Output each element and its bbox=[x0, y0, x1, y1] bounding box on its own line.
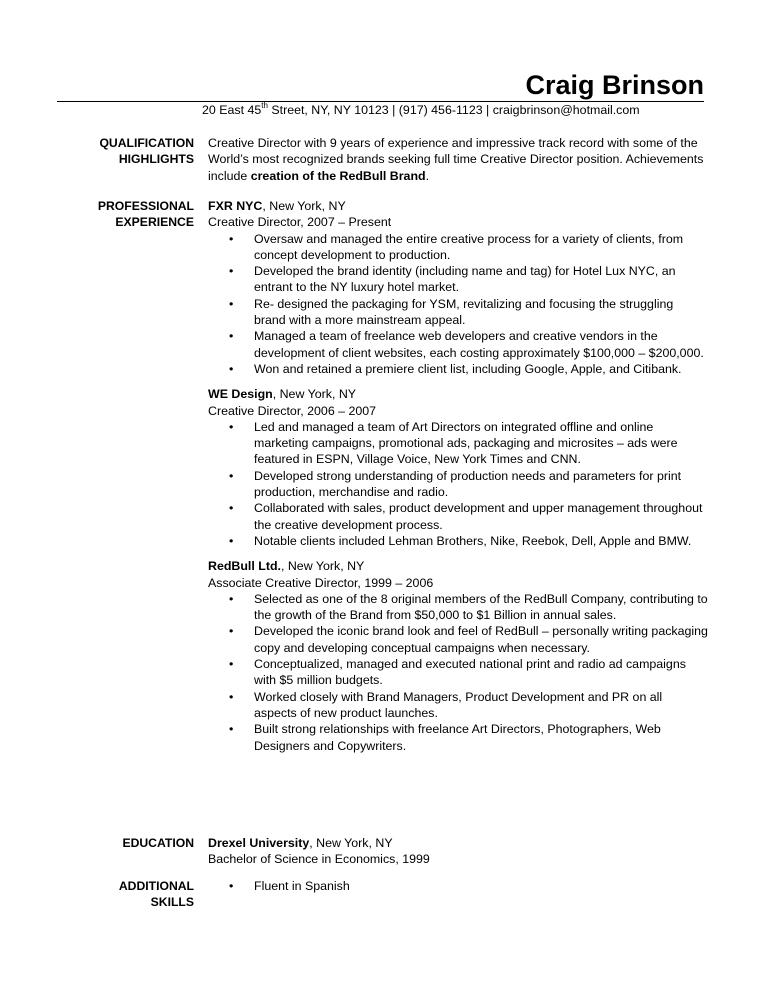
school-name: Drexel University bbox=[208, 836, 310, 850]
job-header bbox=[208, 386, 708, 402]
bullet-item: • Developed the iconic brand look and feel of RedBull – personally writing packaging copy and developing conceptual campaigns when necessary. bbox=[208, 623, 708, 656]
bullet-item: • Selected as one of the 8 original members of the RedBull Company, contributing to the growth of the Brand from $50,000 to $1 Billion in annual sales. bbox=[208, 591, 708, 624]
company-location: , New York, NY bbox=[272, 387, 357, 402]
bullet-item: • Oversaw and managed the entire creative process for a variety of clients, from concept development to production. bbox=[208, 231, 708, 264]
experience-label: PROFESSIONAL EXPERIENCE bbox=[97, 199, 194, 230]
education-label: EDUCATION bbox=[122, 836, 194, 850]
bullet-item: • Led and managed a team of Art Directors on integrated offline and online marketing campaigns, promotional ads, packaging and microsites – ads were featured in ESPN, Village Voice, New York Times and CNN. bbox=[208, 419, 708, 468]
bullet-item: • Notable clients included Lehman Brothers, Nike, Reebok, Dell, Apple and BMW. bbox=[208, 533, 708, 549]
qualifications-label: QUALIFICATION HIGHLIGHTS bbox=[99, 136, 194, 167]
skill-item: • Fluent in Spanish bbox=[208, 878, 708, 894]
bullet-item: • Collaborated with sales, product development and upper management throughout the creative development process. bbox=[208, 500, 708, 533]
job-bullets bbox=[208, 231, 708, 378]
job-header bbox=[208, 198, 708, 214]
contact-line bbox=[202, 101, 640, 119]
school-location: , New York, NY bbox=[309, 836, 393, 850]
bullet-item: • Won and retained a premiere client list, including Google, Apple, and Citibank. bbox=[208, 361, 708, 377]
job-entry bbox=[208, 558, 708, 754]
qualifications-content bbox=[208, 135, 708, 184]
bullet-item: • Developed the brand identity (including name and tag) for Hotel Lux NYC, an entrant to the NY luxury hotel market. bbox=[208, 263, 708, 296]
bullet-item: • Built strong relationships with freelance Art Directors, Photographers, Web Designers and Copywriters. bbox=[208, 721, 708, 754]
qualifications-summary: Creative Director with 9 years of experience and impressive track record with some of the World’s most recognized brands seeking full time Creative Director position. Achievements include creation of the RedBull Brand. bbox=[208, 136, 704, 183]
bullet-item: • Re- designed the packaging for YSM, revitalizing and focusing the struggling brand with a more mainstream appeal. bbox=[208, 296, 708, 329]
job-entry bbox=[208, 198, 708, 377]
job-title: Creative Director, 2007 – Present bbox=[208, 215, 392, 230]
contact-details: Street, NY, NY 10123 | (917) 456-1123 | craigbrinson@hotmail.com bbox=[267, 103, 640, 117]
job-header bbox=[208, 558, 708, 574]
experience-content bbox=[208, 198, 708, 763]
job-bullets bbox=[208, 419, 708, 549]
address-superscript: th bbox=[261, 100, 268, 110]
education-content bbox=[208, 835, 708, 868]
job-entry bbox=[208, 386, 708, 549]
bullet-item: • Managed a team of freelance web developers and creative vendors in the development of client websites, each costing approximately $100,000 – $200,000. bbox=[208, 328, 708, 361]
company-name: RedBull Ltd. bbox=[208, 559, 281, 574]
company-name: WE Design bbox=[208, 387, 273, 402]
company-name: FXR NYC bbox=[208, 199, 263, 213]
job-title: Associate Creative Director, 1999 – 2006 bbox=[208, 575, 434, 590]
bullet-item: • Conceptualized, managed and executed national print and radio ad campaigns with $5 million budgets. bbox=[208, 656, 708, 689]
degree: Bachelor of Science in Economics, 1999 bbox=[208, 852, 430, 867]
skills-list bbox=[208, 878, 708, 894]
company-location: , New York, NY bbox=[280, 559, 365, 574]
job-bullets bbox=[208, 591, 708, 754]
skills-content bbox=[208, 878, 708, 894]
school-line bbox=[208, 835, 708, 851]
bullet-item: • Worked closely with Brand Managers, Product Development and PR on all aspects of new product launches. bbox=[208, 689, 708, 722]
job-title: Creative Director, 2006 – 2007 bbox=[208, 403, 377, 418]
company-location: , New York, NY bbox=[262, 199, 346, 213]
address-part: 20 East 45 bbox=[202, 103, 262, 117]
candidate-name: Craig Brinson bbox=[525, 70, 704, 100]
bullet-item: • Developed strong understanding of production needs and parameters for print production, merchandise and radio. bbox=[208, 468, 708, 501]
skills-label: ADDITIONAL SKILLS bbox=[118, 879, 194, 910]
